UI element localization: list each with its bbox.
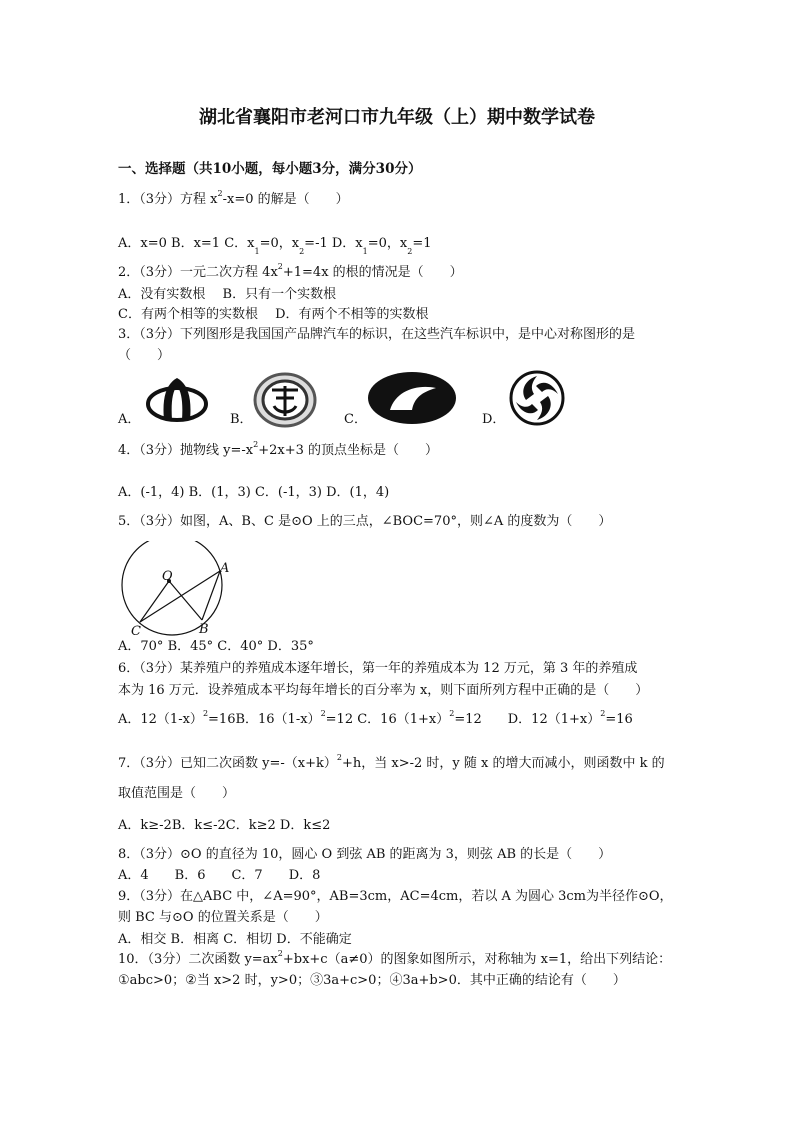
question-3: 3．（3分）下列图形是我国国产品牌汽车的标识，在这些汽车标识中，是中心对称图形的是 — [118, 327, 636, 342]
question-1-options: A．x=0 B．x=1 C．$x_1=0$，$x_2=-1$ D．$x_1=0$，$x_2=1$ — [118, 236, 432, 256]
question-8: 8．（3分）⊙O 的直径为 10，圆心 O 到弦 AB 的距离为 3，则弦 AB 的长是（ ） — [118, 847, 612, 862]
car-logo-c-icon — [366, 370, 458, 426]
page-title: 湖北省襄阳市老河口市九年级（上）期中数学试卷 — [199, 107, 595, 128]
figure-label-a: A — [220, 561, 230, 576]
car-logo-d-icon — [508, 370, 566, 426]
question-1: 1．（3分）方程 $x^2-x=0$ 的解是（ ） — [118, 189, 349, 207]
question-7: 7．（3分）已知二次函数 $y=-(x+k)^2+h$，当 x>-2 时，y 随 x 的增大而减小，则函数中 k 的 — [118, 753, 665, 771]
option-c-label: C． — [344, 412, 367, 427]
question-2-options-cd: C．有两个相等的实数根 D．有两个不相等的实数根 — [118, 307, 429, 322]
question-7-line2: 取值范围是（ ） — [118, 786, 236, 801]
question-6-options: A．$12(1-x)^2=16B$．$16(1-x)^2=12$ C．$16(1+x)^2=12$ D．$12(1+x)^2=16$ — [118, 709, 633, 727]
figure-label-c: C — [131, 624, 141, 639]
option-b-label: B． — [230, 412, 253, 427]
question-4-options: A．(-1，4) B．(1，3) C．(-1，3) D．(1，4) — [118, 485, 390, 500]
figure-label-o: O — [162, 569, 173, 584]
question-2: 2．（3分）一元二次方程 $4x^2+1=4x$ 的根的情况是（ ） — [118, 262, 463, 280]
question-8-options: A．4 B．6 C．7 D．8 — [118, 868, 321, 883]
question-2-options-ab: A．没有实数根 B．只有一个实数根 — [118, 287, 337, 302]
option-d-label: D． — [482, 412, 506, 427]
question-9-options: A．相交 B．相离 C．相切 D．不能确定 — [118, 932, 352, 947]
question-6-line1: 6．（3分）某养殖户的养殖成本逐年增长，第一年的养殖成本为 12 万元，第 3 年的养殖成 — [118, 661, 638, 676]
figure-label-b: B — [199, 622, 209, 637]
question-5-options: A．70° B．45° C．40° D．35° — [118, 639, 314, 654]
question-5: 5．（3分）如图，A、B、C 是⊙O 上的三点，∠BOC=70°，则∠A 的度数为（ ） — [118, 514, 612, 529]
question-10: 10．（3分）二次函数 $y=ax^2+bx+c(a\ne 0)$的图象如图所示，对称轴为 x=1，给出下列结论： — [118, 949, 672, 967]
question-3-paren: （ ） — [118, 348, 171, 363]
car-logo-b-icon — [252, 370, 318, 430]
section-heading: 一、选择题（共10小题，每小题3分，满分30分） — [118, 161, 422, 177]
car-logo-a-icon — [144, 374, 210, 424]
question-7-options: A．k≥-2B．k≤-2C．k≥2 D．k≤2 — [118, 818, 331, 833]
question-6-line2: 本为 16 万元．设养殖成本平均每年增长的百分率为 x，则下面所列方程中正确的是（ ） — [118, 683, 649, 698]
question-4: 4．（3分）抛物线 $y=-x^2+2x+3$ 的顶点坐标是（ ） — [118, 440, 439, 458]
question-9-line1: 9．（3分）在△ABC 中，∠A=90°，AB=3cm，AC=4cm，若以 A 为圆心 3cm为半径作⊙O， — [118, 889, 673, 904]
option-a-label: A． — [118, 412, 141, 427]
question-10-line2: ①abc>0；②当 x>2 时，y>0；③3a+c>0；④3a+b>0．其中正确的结论有（ ） — [118, 973, 626, 988]
question-9-line2: 则 BC 与⊙O 的位置关系是（ ） — [118, 910, 328, 925]
